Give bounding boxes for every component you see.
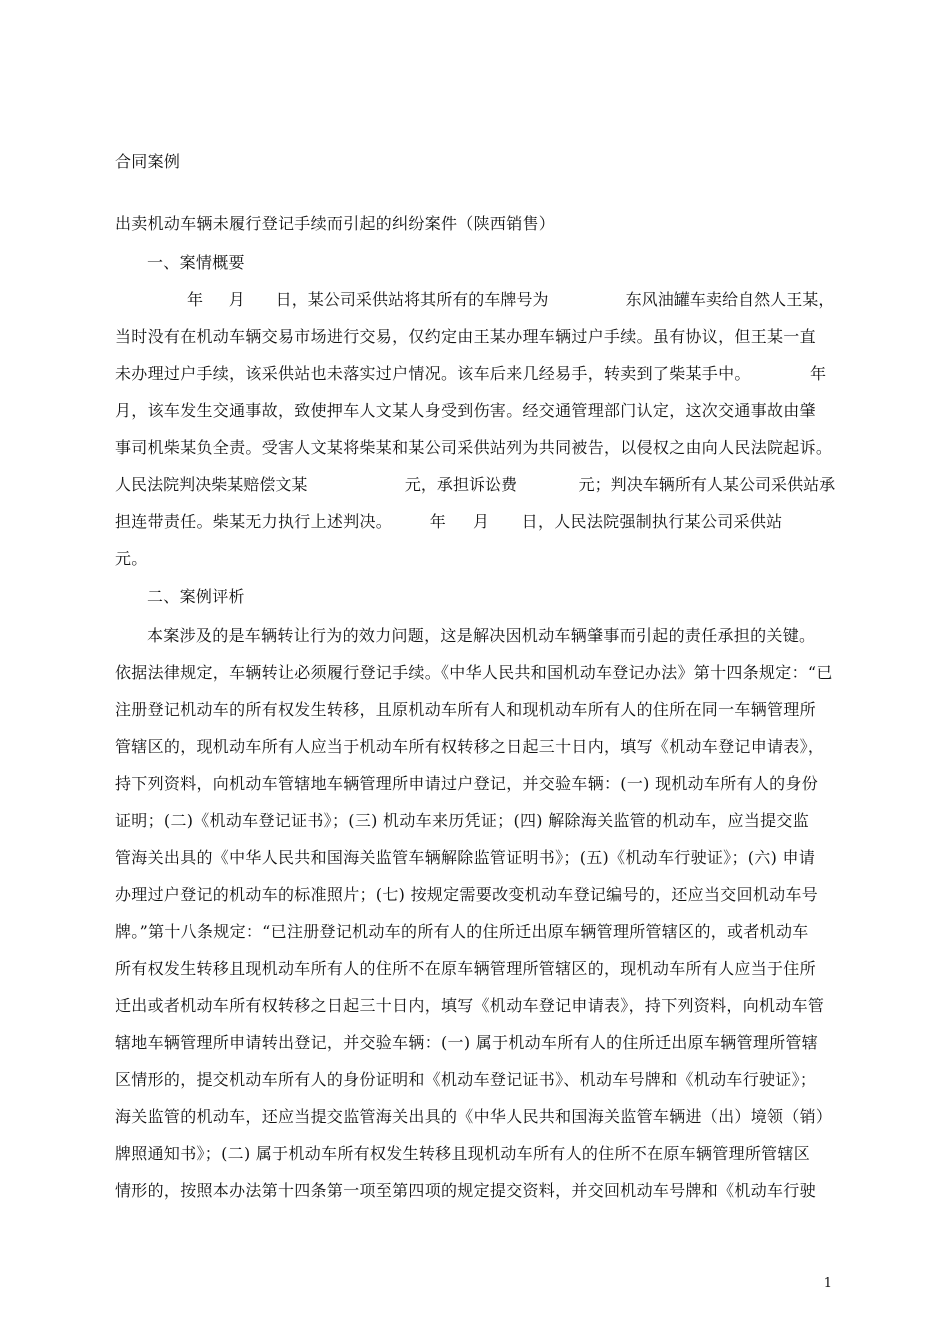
paragraph-line: 持下列资料，向机动车管辖地车辆管理所申请过户登记，并交验车辆：(一) 现机动车所有人的身份	[115, 774, 819, 793]
paragraph-line: 当时没有在机动车辆交易市场进行交易，仅约定由王某办理车辆过户手续。虽有协议，但王某一直	[115, 327, 816, 346]
page-number: 1	[823, 1276, 832, 1291]
paragraph-line: 事司机柴某负全责。受害人文某将柴某和某公司采供站列为共同被告，以侵权之由向人民法院起诉。	[115, 438, 833, 457]
paragraph-line: 迁出或者机动车所有权转移之日起三十日内，填写《机动车登记申请表》，持下列资料，向机动车管	[115, 996, 825, 1015]
paragraph-line: 办理过户登记的机动车的标准照片；(七) 按规定需要改变机动车登记编号的，还应当交回机动车号	[115, 885, 819, 904]
paragraph-line: 牌。”第十八条规定：“已注册登记机动车的所有人的住所迁出原车辆管理所管辖区的，或者机动车	[115, 922, 809, 941]
paragraph-line: 管辖区的，现机动车所有人应当于机动车所有权转移之日起三十日内，填写《机动车登记申请表》，	[115, 737, 825, 756]
paragraph-line: 月，该车发生交通事故，致使押车人文某人身受到伤害。经交通管理部门认定，这次交通事故由肇	[115, 401, 816, 420]
paragraph-line: 牌照通知书》；(二) 属于机动车所有权发生转移且现机动车所有人的住所不在原车辆管理所管辖区	[115, 1144, 811, 1163]
paragraph-line: 本案涉及的是车辆转让行为的效力问题，这是解决因机动车辆肇事而引起的责任承担的关键。	[147, 626, 816, 645]
paragraph-line: 人民法院判决柴某赔偿文某 元，承担诉讼费 元；判决车辆所有人某公司采供站承	[115, 475, 836, 494]
paragraph-line: 情形的，按照本办法第十四条第一项至第四项的规定提交资料，并交回机动车号牌和《机动车行驶	[115, 1181, 816, 1200]
document-title: 出卖机动车辆未履行登记手续而引起的纠纷案件（陕西销售）	[115, 214, 556, 233]
document-label: 合同案例	[115, 152, 181, 171]
section-heading-overview: 一、案情概要	[147, 253, 245, 272]
section-heading-analysis: 二、案例评析	[147, 587, 245, 606]
paragraph-line: 注册登记机动车的所有权发生转移，且原机动车所有人和现机动车所有人的住所在同一车辆管理所	[115, 700, 816, 719]
paragraph-line: 海关监管的机动车，还应当提交监管海关出具的《中华人民共和国海关监管车辆进（出）境领（销）	[115, 1107, 833, 1126]
paragraph-line: 证明；(二)《机动车登记证书》；(三) 机动车来历凭证；(四) 解除海关监管的机动车，应当提交监	[115, 811, 810, 830]
paragraph-line: 管海关出具的《中华人民共和国海关监管车辆解除监管证明书》；(五)《机动车行驶证》；(六) 申请	[115, 848, 816, 867]
paragraph-line: 元。	[115, 549, 148, 568]
paragraph-line: 担连带责任。柴某无力执行上述判决。 年 月 日，人民法院强制执行某公司采供站	[115, 512, 783, 531]
paragraph-line: 年 月 日，某公司采供站将其所有的车牌号为 东风油罐车卖给自然人王某，	[187, 290, 835, 309]
paragraph-line: 辖地车辆管理所申请转出登记，并交验车辆：(一) 属于机动车所有人的住所迁出原车辆管理所管辖	[115, 1033, 819, 1052]
paragraph-line: 区情形的，提交机动车所有人的身份证明和《机动车登记证书》、机动车号牌和《机动车行驶证》；	[115, 1070, 817, 1089]
paragraph-line: 未办理过户手续，该采供站也未落实过户情况。该车后来几经易手，转卖到了柴某手中。 年	[115, 364, 827, 383]
paragraph-line: 所有权发生转移且现机动车所有人的住所不在原车辆管理所管辖区的，现机动车所有人应当于住所	[115, 959, 816, 978]
paragraph-line: 依据法律规定，车辆转让必须履行登记手续。《中华人民共和国机动车登记办法》第十四条规定：“已	[115, 663, 833, 682]
